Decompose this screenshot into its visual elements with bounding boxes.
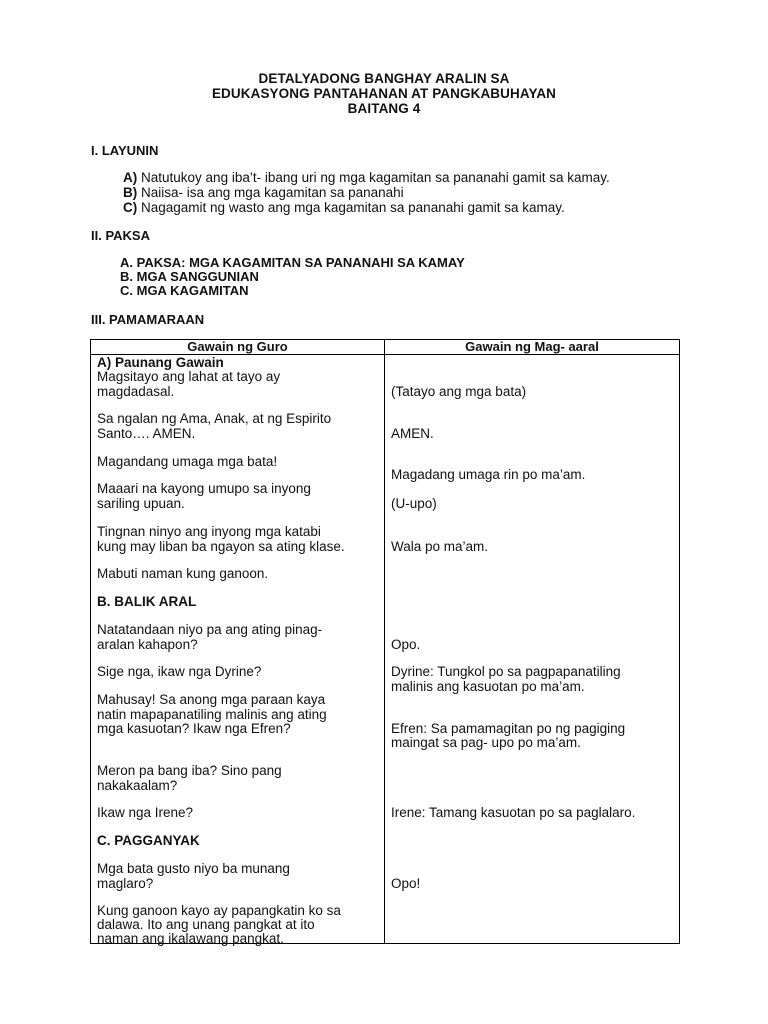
magaaral-line: maingat sa pag- upo po ma’am. — [391, 735, 581, 750]
column-header-magaaral: Gawain ng Mag- aaral — [385, 340, 680, 355]
magaaral-line: Wala po ma’am. — [391, 539, 489, 554]
paksa-item-a: A. PAKSA: MGA KAGAMITAN SA PANANAHI SA KAMAY — [120, 255, 465, 270]
magaaral-line: (U-upo) — [391, 496, 437, 511]
layunin-heading: I. LAYUNIN — [91, 143, 159, 158]
guro-line: Magsitayo ang lahat at tayo ay — [97, 369, 281, 384]
guro-line: Ikaw nga Irene? — [97, 805, 194, 820]
guro-line: Maaari na kayong umupo sa inyong — [97, 481, 311, 496]
objective-text: Natutukoy ang iba’t- ibang uri ng mga kagamitan sa pananahi gamit sa kamay. — [141, 170, 610, 185]
guro-line: aralan kahapon? — [97, 637, 198, 652]
paksa-item-b: B. MGA SANGGUNIAN — [120, 269, 259, 284]
magaaral-line: Irene: Tamang kasuotan po sa paglalaro. — [391, 805, 636, 820]
section-heading: C. PAGGANYAK — [97, 833, 200, 848]
magaaral-line: (Tatayo ang mga bata) — [391, 384, 527, 399]
doc-title-line-3: BAITANG 4 — [347, 101, 421, 116]
guro-line: naman ang ikalawang pangkat. — [97, 931, 284, 946]
lesson-table — [90, 339, 680, 944]
guro-line: Magandang umaga mga bata! — [97, 454, 278, 469]
table-body-row — [91, 355, 680, 944]
magaaral-line: Opo! — [391, 876, 421, 891]
doc-title-line-2: EDUKASYONG PANTAHANAN AT PANGKABUHAYAN — [211, 86, 557, 101]
column-header-guro: Gawain ng Guro — [91, 340, 385, 355]
magaaral-cell — [385, 355, 680, 944]
guro-line: Santo…. AMEN. — [97, 426, 196, 441]
doc-title-line-1: DETALYADONG BANGHAY ARALIN SA — [258, 71, 510, 86]
guro-line: natin mapapanatiling malinis ang ating — [97, 707, 327, 722]
objective-letter: A) — [123, 170, 138, 185]
objective-letter: C) — [123, 200, 138, 215]
magaaral-line: AMEN. — [391, 426, 434, 441]
guro-line: Mga bata gusto niyo ba munang — [97, 861, 290, 876]
paksa-item-c: C. MGA KAGAMITAN — [120, 283, 249, 298]
section-heading: A) Paunang Gawain — [97, 355, 224, 370]
paksa-heading: II. PAKSA — [91, 228, 150, 243]
guro-line: Sa ngalan ng Ama, Anak, at ng Espirito — [97, 411, 332, 426]
objective-letter: B) — [123, 185, 138, 200]
guro-line: nakakaalam? — [97, 778, 178, 793]
guro-line: Kung ganoon kayo ay papangkatin ko sa — [97, 903, 341, 918]
guro-line: sariling upuan. — [97, 496, 185, 511]
guro-line: Tingnan ninyo ang inyong mga katabi — [97, 524, 321, 539]
pamamaraan-heading: III. PAMAMARAAN — [91, 312, 205, 327]
guro-line: mga kasuotan? Ikaw nga Efren? — [97, 721, 291, 736]
objective-c — [123, 200, 565, 215]
objective-text: Nagagamit ng wasto ang mga kagamitan sa pananahi gamit sa kamay. — [141, 200, 565, 215]
guro-line: kung may liban ba ngayon sa ating klase. — [97, 539, 345, 554]
guro-line: Sige nga, ikaw nga Dyrine? — [97, 664, 262, 679]
guro-line: magdadasal. — [97, 384, 175, 399]
guro-line: Meron pa bang iba? Sino pang — [97, 763, 282, 778]
section-heading: B. BALIK ARAL — [97, 594, 197, 609]
magaaral-line: malinis ang kasuotan po ma’am. — [391, 679, 585, 694]
objective-b — [123, 185, 404, 200]
guro-line: Natatandaan niyo pa ang ating pinag- — [97, 622, 323, 637]
guro-line: maglaro? — [97, 876, 154, 891]
guro-cell — [91, 355, 385, 944]
guro-line: Mahusay! Sa anong mga paraan kaya — [97, 692, 326, 707]
objective-a — [123, 170, 610, 185]
objective-text: Naiisa- isa ang mga kagamitan sa pananahi — [141, 185, 404, 200]
table-header-row — [91, 340, 680, 355]
magaaral-line: Efren: Sa pamamagitan po ng pagiging — [391, 721, 626, 736]
guro-line: Mabuti naman kung ganoon. — [97, 566, 269, 581]
magaaral-line: Opo. — [391, 637, 421, 652]
magaaral-line: Dyrine: Tungkol po sa pagpapanatiling — [391, 664, 621, 679]
guro-line: dalawa. Ito ang unang pangkat at ito — [97, 917, 315, 932]
magaaral-line: Magadang umaga rin po ma’am. — [391, 467, 586, 482]
